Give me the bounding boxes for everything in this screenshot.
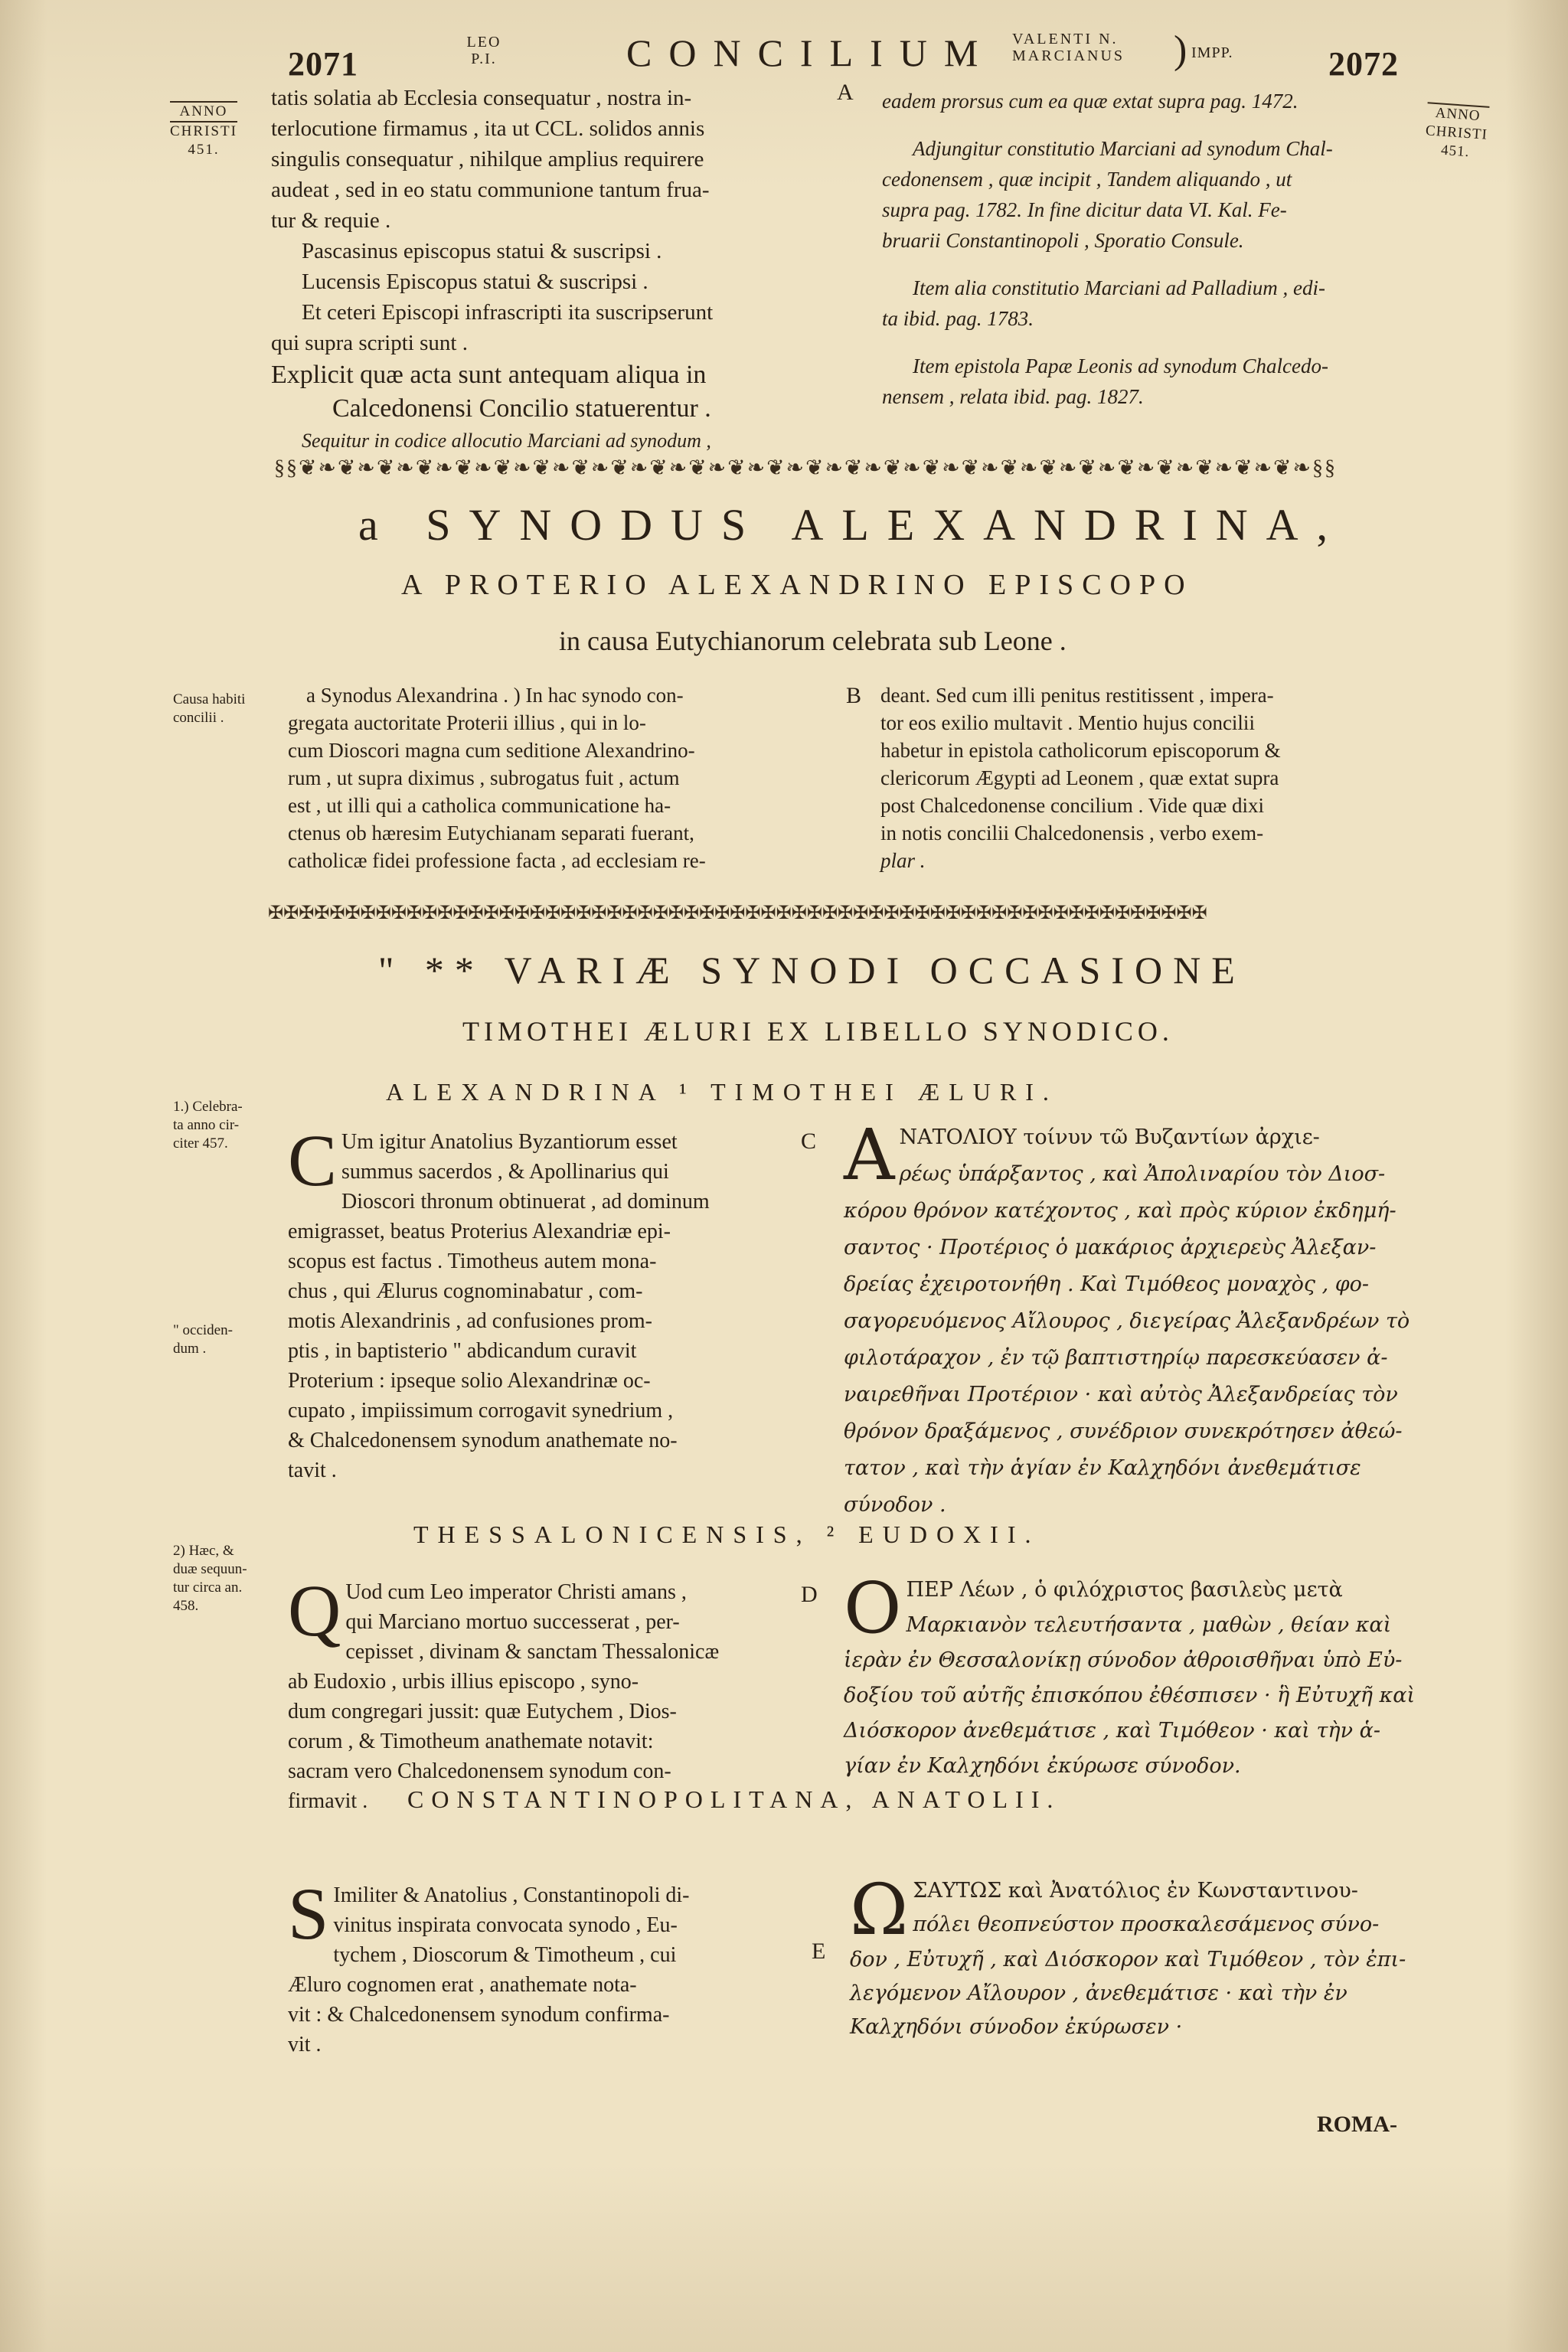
drop-cap: Α bbox=[844, 1114, 895, 1196]
margin-line: 2) Hæc, & bbox=[173, 1543, 234, 1559]
running-title: CONCILIUM bbox=[626, 31, 995, 74]
header-leo-bottom: P.I. bbox=[471, 51, 497, 67]
text-line: cedonensem , quæ incipit , Tandem aliquando , ut bbox=[882, 168, 1292, 191]
text-line: ΝΑΤΟΛΙΟΥ τοίνυν τῶ Βυζαντίων ἀρχιε- bbox=[899, 1125, 1320, 1149]
text-line: eadem prorsus cum ea quæ extat supra pag. 1472. bbox=[882, 90, 1298, 113]
text-line: singulis consequatur , nihilque amplius requirere bbox=[271, 147, 704, 172]
drop-cap: S bbox=[288, 1873, 329, 1955]
header-leo-top: LEO bbox=[466, 34, 501, 51]
text-line: & Chalcedonensem synodum anathemate no- bbox=[288, 1429, 678, 1452]
margin-anno-line: 451. bbox=[1440, 142, 1471, 161]
margin-note-2 bbox=[173, 1542, 247, 1615]
explicit-line: Calcedonensi Concilio statuerentur . bbox=[332, 394, 711, 423]
text-line: φιλοτάραχον , ἐν τῷ βαπτιστηρίῳ παρεσκεύασεν ἀ- bbox=[844, 1346, 1388, 1370]
text-line: Item alia constitutio Marciani ad Palladium , edi- bbox=[913, 276, 1325, 299]
header-impp: IMPP. bbox=[1191, 44, 1233, 61]
margin-line: 458. bbox=[173, 1598, 199, 1614]
text-line: Uod cum Leo imperator Christi amans , bbox=[345, 1580, 687, 1604]
text-line: Pascasinus episcopus statui & suscripsi . bbox=[302, 239, 662, 263]
text-line: tor eos exilio multavit . Mentio hujus concilii bbox=[880, 711, 1255, 734]
drop-cap: Ο bbox=[844, 1567, 902, 1649]
text-line: post Chalcedonense concilium . Vide quæ dixi bbox=[880, 794, 1265, 817]
text-line: πόλει θεοπνεύστον προσκαλεσάμενος σύνο- bbox=[913, 1913, 1380, 1936]
text-line: corum , & Timotheum anathemate notavit: bbox=[288, 1730, 654, 1753]
section-1-greek bbox=[844, 1114, 1433, 1524]
text-line: cupato , impiissimum corrogavit synedrium , bbox=[288, 1399, 674, 1423]
margin-anno-line: 451. bbox=[188, 142, 220, 158]
text-line: tatis solatia ab Ecclesia consequatur , nostra in- bbox=[271, 86, 692, 110]
text-line: deant. Sed cum illi penitus restitissent , impera- bbox=[880, 684, 1274, 707]
text-line: Imiliter & Anatolius , Constantinopoli di- bbox=[333, 1883, 690, 1907]
text-line: λεγόμενον Αἴλουρον , ἀνεθεμάτισε · καὶ τὴν ἐν bbox=[850, 1981, 1348, 2005]
margin-note-occidendum bbox=[173, 1321, 233, 1358]
text-line: firmavit . bbox=[288, 1789, 368, 1813]
margin-causa bbox=[173, 691, 245, 727]
text-line: cum Dioscori magna cum seditione Alexandrino- bbox=[288, 739, 695, 762]
margin-line: " occiden- bbox=[173, 1322, 233, 1338]
text-line: σαγορευόμενος Αἴλουρος , διεγείρας Ἀλεξανδρέων τὸ bbox=[844, 1309, 1410, 1333]
text-line: motis Alexandrinis , ad confusiones prom- bbox=[288, 1309, 652, 1333]
header-emperors bbox=[1012, 31, 1125, 64]
variae-title: " ** VARIÆ SYNODI OCCASIONE bbox=[378, 949, 1246, 991]
explicit-line: Explicit quæ acta sunt antequam aliqua in bbox=[271, 361, 707, 389]
text-line: a Synodus Alexandrina . ) In hac synodo con- bbox=[306, 684, 684, 707]
text-line: sacram vero Chalcedonensem synodum con- bbox=[288, 1759, 671, 1783]
text-line: plar . bbox=[880, 849, 926, 872]
section-alexandrina-title: ALEXANDRINA ¹ TIMOTHEI ÆLURI. bbox=[386, 1078, 1058, 1106]
text-line: Καλχηδόνι σύνοδον ἐκύρωσεν · bbox=[850, 2015, 1183, 2039]
header-emperor-bottom: MARCIANUS bbox=[1012, 47, 1125, 64]
margin-line: tur circa an. bbox=[173, 1579, 243, 1596]
text-line: supra pag. 1782. In fine dicitur data VI. Kal. Fe- bbox=[882, 198, 1287, 221]
text-line: δον , Εὐτυχῆ , καὶ Διόσκορον καὶ Τιμόθεον , τὸν ἐπι- bbox=[850, 1948, 1406, 1971]
margin-anno-left bbox=[170, 101, 237, 159]
text-line: δρείας ἐχειροτονήθη . Καὶ Τιμόθεος μοναχὸς , φο- bbox=[844, 1272, 1370, 1296]
text-line: audeat , sed in eo statu communione tantum frua- bbox=[271, 178, 710, 202]
text-line: summus sacerdos , & Apollinarius qui bbox=[341, 1160, 669, 1184]
column-letter-e: E bbox=[812, 1939, 826, 1964]
text-line: σύνοδον . bbox=[844, 1493, 946, 1517]
text-line: Μαρκιανὸν τελευτήσαντα , μαθὼν , θείαν καὶ bbox=[906, 1613, 1392, 1637]
text-line: nensem , relata ibid. pag. 1827. bbox=[882, 385, 1144, 408]
section-1-latin bbox=[288, 1119, 793, 1485]
margin-anno-line: ANNO bbox=[1426, 102, 1490, 126]
margin-line: concilii . bbox=[173, 710, 224, 726]
text-line: habetur in epistola catholicorum episcoporum & bbox=[880, 739, 1281, 762]
text-line: γίαν ἐν Καλχηδόνι ἐκύρωσε σύνοδον. bbox=[844, 1754, 1241, 1778]
synod-title: a SYNODUS ALEXANDRINA, bbox=[358, 500, 1347, 550]
text-line: ἱερὰν ἐν Θεσσαλονίκῃ σύνοδον ἀθροισθῆναι ὑπὸ Εὐ- bbox=[844, 1648, 1403, 1672]
text-line: dum congregari jussit: quæ Eutychem , Dios- bbox=[288, 1700, 677, 1723]
text-line: gregata auctoritate Proterii illius , qui in lo- bbox=[288, 711, 646, 734]
margin-anno-line: ANNO bbox=[170, 101, 237, 122]
text-line: δοξίου τοῦ αὐτῆς ἐπισκόπου ἐθέσπισεν · ἣ Εὐτυχῆ καὶ bbox=[844, 1684, 1416, 1707]
text-line: bruarii Constantinopoli , Sporatio Consule. bbox=[882, 229, 1244, 252]
section-2-greek bbox=[844, 1567, 1433, 1784]
text-line: in notis concilii Chalcedonensis , verbo exem- bbox=[880, 822, 1264, 844]
text-line: catholicæ fidei professione facta , ad ecclesiam re- bbox=[288, 849, 706, 872]
text-line: Lucensis Episcopus statui & suscripsi . bbox=[302, 270, 648, 294]
text-line: ΣΑΥΤΩΣ καὶ Ἀνατόλιος ἐν Κωνσταντινου- bbox=[913, 1879, 1358, 1903]
text-line: Διόσκορον ἀνεθεμάτισε , καὶ Τιμόθεον · καὶ τὴν ἁ- bbox=[844, 1719, 1380, 1743]
margin-line: ta anno cir- bbox=[173, 1117, 240, 1133]
margin-anno-line: CHRISTI bbox=[170, 123, 237, 139]
text-line: Um igitur Anatolius Byzantiorum esset bbox=[341, 1130, 678, 1154]
column-letter-b: B bbox=[846, 683, 862, 708]
ornament-band-1: §§❦❧❦❧❦❧❦❧❦❧❦❧❦❧❦❧❦❧❦❧❦❧❦❧❦❧❦❧❦❧❦❧❦❧❦❧❦❧❦❧❦❧❦❧❦❧❦❧❦❧❦❧§§ bbox=[274, 456, 1337, 480]
mid-left-column bbox=[288, 681, 824, 874]
text-line: θρόνον δραξάμενος , συνέδριον συνεκρότησεν ἀθεώ- bbox=[844, 1419, 1403, 1443]
text-line: vinitus inspirata convocata synodo , Eu- bbox=[333, 1913, 678, 1937]
text-line: est , ut illi qui a catholica communicatione ha- bbox=[288, 794, 671, 817]
text-line: ptis , in baptisterio " abdicandum curavit bbox=[288, 1339, 637, 1363]
text-line: Proterium : ipseque solio Alexandrinæ oc- bbox=[288, 1369, 651, 1393]
text-line: cepisset , divinam & sanctam Thessalonicæ bbox=[345, 1640, 720, 1664]
synod-subtitle-2: in causa Eutychianorum celebrata sub Leone . bbox=[559, 626, 1067, 656]
header-brace: ) bbox=[1174, 28, 1187, 72]
text-line: terlocutione firmamus , ita ut CCL. solidos annis bbox=[271, 116, 705, 141]
text-line: ta ibid. pag. 1783. bbox=[882, 307, 1034, 330]
margin-anno-right bbox=[1424, 102, 1490, 162]
drop-cap: C bbox=[288, 1119, 338, 1201]
synod-subtitle: A PROTERIO ALEXANDRINO EPISCOPO bbox=[401, 569, 1194, 601]
margin-line: 1.) Celebra- bbox=[173, 1099, 243, 1115]
column-letter-c: C bbox=[801, 1129, 817, 1154]
header-leo bbox=[461, 34, 507, 67]
text-line: Et ceteri Episcopi infrascripti ita suscripserunt bbox=[302, 300, 714, 325]
text-line: vit . bbox=[288, 2033, 322, 2056]
catchword: ROMA- bbox=[1317, 2112, 1397, 2137]
header-emperor-top: VALENTI N. bbox=[1012, 31, 1119, 47]
text-line: ctenus ob hæresim Eutychianam separati fuerant, bbox=[288, 822, 694, 844]
page-number-right: 2072 bbox=[1328, 45, 1399, 83]
section-3-greek bbox=[850, 1869, 1439, 2044]
margin-note-1 bbox=[173, 1098, 243, 1153]
text-line: vit : & Chalcedonensem synodum confirma- bbox=[288, 2003, 670, 2027]
margin-line: citer 457. bbox=[173, 1135, 228, 1152]
text-line: Adjungitur constitutio Marciani ad synodum Chal- bbox=[913, 137, 1333, 160]
mid-right-column bbox=[880, 681, 1416, 874]
column-letter-d: D bbox=[801, 1582, 818, 1607]
section-3-latin bbox=[288, 1873, 801, 2060]
text-line: Dioscori thronum obtinuerat , ad dominum bbox=[341, 1190, 710, 1214]
text-line: Item epistola Papæ Leonis ad synodum Chalcedo- bbox=[913, 354, 1328, 377]
text-line: chus , qui Ælurus cognominabatur , com- bbox=[288, 1279, 643, 1303]
text-line: ΠΕΡ Λέων , ὁ φιλόχριστος βασιλεὺς μετὰ bbox=[906, 1578, 1343, 1602]
drop-cap: Ω bbox=[850, 1869, 909, 1951]
text-line: τατον , καὶ τὴν ἁγίαν ἐν Καλχηδόνι ἀνεθεμάτισε bbox=[844, 1456, 1361, 1480]
text-line: rum , ut supra diximus , subrogatus fuit , actum bbox=[288, 766, 680, 789]
page-number-left: 2071 bbox=[288, 45, 358, 83]
text-line: ab Eudoxio , urbis illius episcopo , syno- bbox=[288, 1670, 639, 1694]
text-line: scopus est factus . Timotheus autem mona- bbox=[288, 1250, 657, 1273]
margin-line: Causa habiti bbox=[173, 691, 246, 707]
top-left-column bbox=[271, 83, 827, 456]
section-constantinopolitana-title: CONSTANTINOPOLITANA, ANATOLII. bbox=[407, 1785, 1061, 1813]
text-line: ναιρεθῆναι Προτέριον · καὶ αὐτὸς Ἀλεξανδρείας τὸν bbox=[844, 1383, 1398, 1406]
sequitur-line: Sequitur in codice allocutio Marciani ad synodum , bbox=[302, 430, 711, 452]
text-line: emigrasset, beatus Proterius Alexandriæ epi- bbox=[288, 1220, 671, 1243]
ornament-band-2: ✠✠✠✠✠✠✠✠✠✠✠✠✠✠✠✠✠✠✠✠✠✠✠✠✠✠✠✠✠✠✠✠✠✠✠✠✠✠✠✠✠✠✠✠✠✠✠✠✠✠✠✠✠✠✠✠✠✠✠✠✠ bbox=[268, 903, 1207, 923]
top-right-column bbox=[882, 86, 1418, 412]
text-line: κόρου θρόνον κατέχοντος , καὶ πρὸς κύριον ἐκδημή- bbox=[844, 1199, 1396, 1223]
text-line: tur & requie . bbox=[271, 208, 391, 233]
section-2-latin bbox=[288, 1570, 793, 1816]
text-line: qui supra scripti sunt . bbox=[271, 331, 468, 355]
text-line: Æluro cognomen erat , anathemate nota- bbox=[288, 1973, 637, 1997]
text-line: tavit . bbox=[288, 1459, 337, 1482]
column-letter-a: A bbox=[837, 80, 854, 105]
drop-cap: Q bbox=[288, 1570, 341, 1651]
margin-line: dum . bbox=[173, 1341, 207, 1357]
text-line: tychem , Dioscorum & Timotheum , cui bbox=[333, 1943, 677, 1967]
section-thessalonicensis-title: THESSALONICENSIS, ² EUDOXII. bbox=[413, 1521, 1040, 1548]
timothei-title: TIMOTHEI ÆLURI EX LIBELLO SYNODICO. bbox=[462, 1016, 1174, 1047]
margin-anno-line: CHRISTI bbox=[1425, 122, 1488, 143]
margin-line: duæ sequun- bbox=[173, 1561, 247, 1577]
text-line: σαντος · Προτέριος ὁ μακάριος ἀρχιερεὺς Ἀλεξαν- bbox=[844, 1236, 1377, 1259]
text-line: ρέως ὑπάρξαντος , καὶ Ἀπολιναρίου τὸν Διοσ- bbox=[899, 1162, 1386, 1186]
text-line: clericorum Ægypti ad Leonem , quæ extat supra bbox=[880, 766, 1279, 789]
text-line: qui Marciano mortuo successerat , per- bbox=[345, 1610, 680, 1634]
